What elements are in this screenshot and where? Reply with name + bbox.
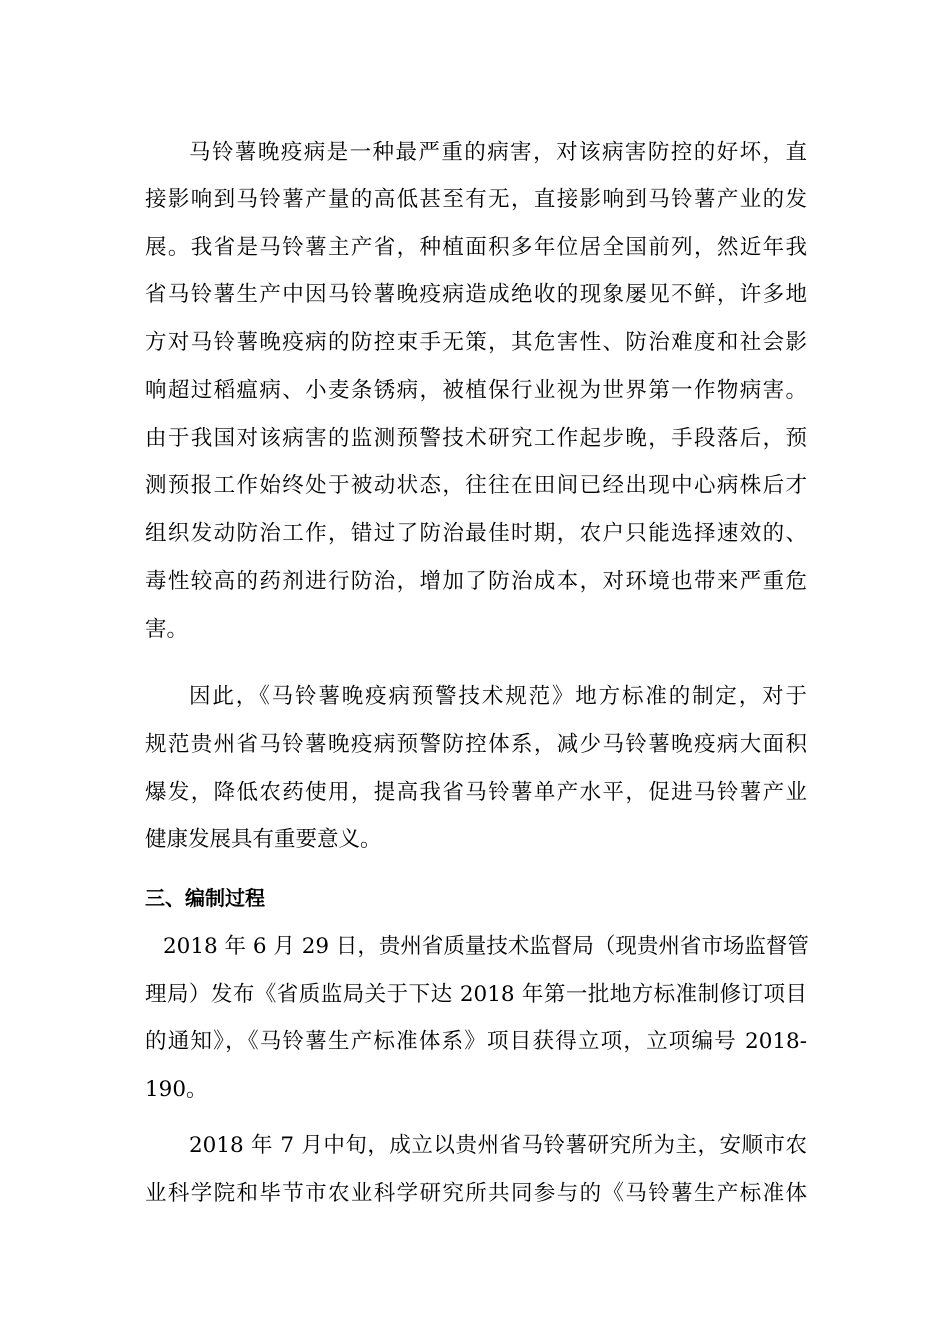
paragraph-2-line-2: 规范贵州省马铃薯晚疫病预警防控体系，减少马铃薯晚疫病大面积	[145, 732, 807, 757]
paragraph-1-line-10: 毒性较高的药剂进行防治，增加了防治成本，对环境也带来严重危	[145, 569, 807, 594]
paragraph-1-line-9: 组织发动防治工作，错过了防治最佳时期，农户只能选择速效的、	[145, 521, 807, 546]
paragraph-1-line-1: 马铃薯晚疫病是一种最严重的病害，对该病害防控的好坏，直	[189, 140, 807, 165]
paragraph-1-line-5: 方对马铃薯晚疫病的防控束手无策，其危害性、防治难度和社会影	[145, 330, 807, 355]
paragraph-4-line-2: 业科学院和毕节市农业科学研究所共同参与的《马铃薯生产标准体	[145, 1181, 807, 1206]
paragraph-1-line-11: 害。	[145, 617, 189, 642]
paragraph-3-line-3: 的通知》，《马铃薯生产标准体系》项目获得立项，立项编号 2018-	[145, 1029, 807, 1054]
paragraph-3-line-2: 理局）发布《省质监局关于下达 2018 年第一批地方标准制修订项目	[145, 982, 807, 1007]
paragraph-1-line-4: 省马铃薯生产中因马铃薯晚疫病造成绝收的现象屡见不鲜，许多地	[145, 282, 807, 307]
paragraph-1-line-8: 测预报工作始终处于被动状态，往往在田间已经出现中心病株后才	[145, 473, 807, 498]
paragraph-2-line-1: 因此，《马铃薯晚疫病预警技术规范》地方标准的制定，对于	[189, 684, 807, 709]
paragraph-1-line-7: 由于我国对该病害的监测预警技术研究工作起步晚，手段落后，预	[145, 426, 807, 451]
section-heading: 三、编制过程	[145, 886, 265, 910]
paragraph-3-line-4: 190。	[145, 1077, 208, 1102]
paragraph-2-line-3: 爆发，降低农药使用，提高我省马铃薯单产水平，促进马铃薯产业	[145, 780, 807, 805]
paragraph-1-line-3: 展。我省是马铃薯主产省，种植面积多年位居全国前列，然近年我	[145, 235, 807, 260]
paragraph-3-line-1: 2018 年 6 月 29 日，贵州省质量技术监督局（现贵州省市场监督管	[163, 934, 809, 959]
paragraph-1-line-2: 接影响到马铃薯产量的高低甚至有无，直接影响到马铃薯产业的发	[145, 187, 807, 212]
paragraph-2-line-4: 健康发展具有重要意义。	[145, 827, 382, 852]
paragraph-4-line-1: 2018 年 7 月中旬，成立以贵州省马铃薯研究所为主，安顺市农	[189, 1133, 807, 1158]
paragraph-1-line-6: 响超过稻瘟病、小麦条锈病，被植保行业视为世界第一作物病害。	[145, 378, 807, 403]
